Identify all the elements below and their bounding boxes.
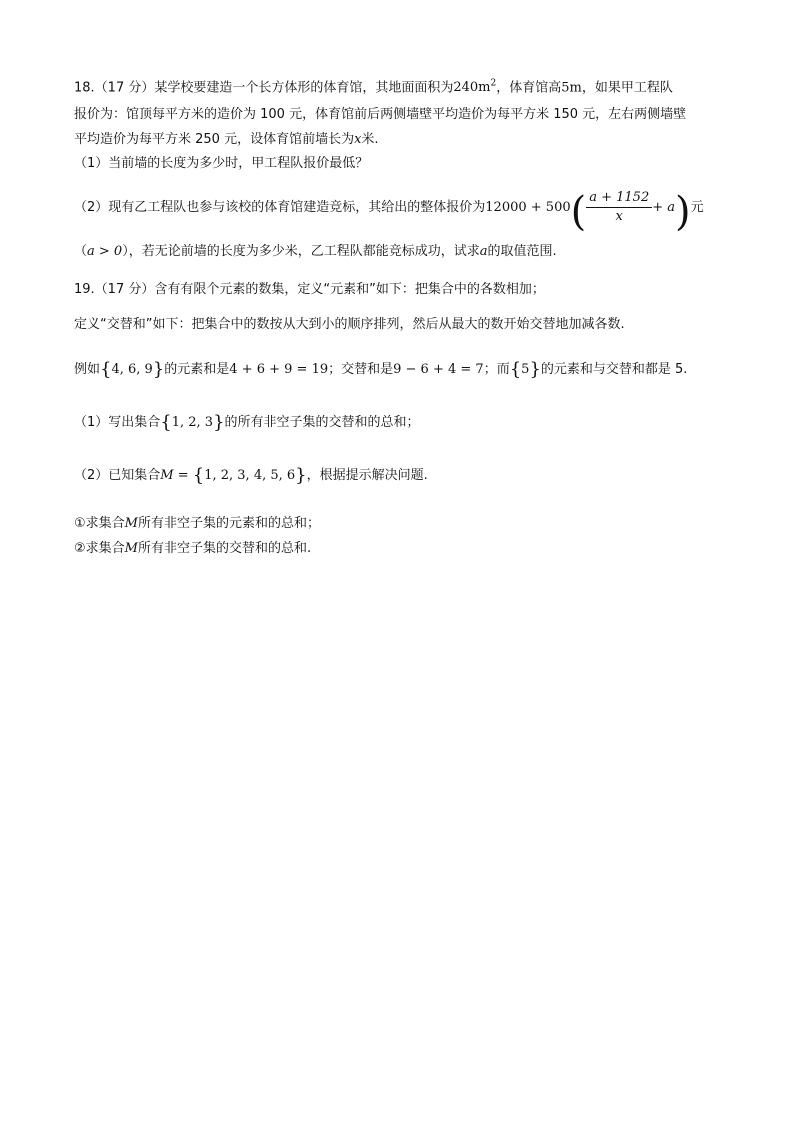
example-element-sum: 4 + 6 + 9 = 19 bbox=[229, 362, 329, 377]
area-value: $240m^2$ bbox=[453, 79, 497, 96]
fraction bbox=[586, 190, 652, 225]
q19-line-1: 19.（17 分）含有有限个元素的数集，定义“元素和”如下：把集合中的各数相加； bbox=[74, 282, 545, 297]
q19-subpart-1: ①求集合M所有非空子集的元素和的总和； bbox=[74, 516, 320, 531]
variable-x: x bbox=[354, 132, 362, 147]
set-m-name: M bbox=[160, 468, 174, 483]
example-alternating-sum: 9 − 6 + 4 = 7 bbox=[393, 362, 484, 377]
left-paren: ( bbox=[570, 189, 587, 235]
q19-line-2: 定义“交替和”如下：把集合中的数按从大到小的顺序排列，然后从最大的数开始交替地加减各数. bbox=[74, 317, 625, 332]
q18-condition: （a > 0），若无论前墙的长度为多少米，乙工程队都能竞标成功，试求a的取值范围. bbox=[74, 244, 557, 259]
fraction-numerator: a + 1152 bbox=[586, 190, 652, 208]
q18-line-3: 平均造价为每平方米 250 元，设体育馆前墙长为x米. bbox=[74, 132, 379, 147]
q18-intro-text: 18.（17 分）某学校要建造一个长方体形的体育馆，其地面面积为 bbox=[74, 80, 454, 96]
formula-tail: + a bbox=[652, 200, 675, 215]
example-set: 4, 6, 9 bbox=[111, 362, 153, 377]
q18-line-2: 报价为：馆顶每平方米的造价为 100 元，体育馆前后两侧墙壁平均造价为每平方米 150 元，左右两侧墙壁 bbox=[74, 107, 687, 122]
part1-set: 1, 2, 3 bbox=[171, 415, 214, 430]
fraction-denominator: x bbox=[615, 209, 623, 224]
variable-a: a bbox=[479, 244, 488, 259]
q18-part-1: （1）当前墙的长度为多少时，甲工程队报价最低？ bbox=[74, 156, 369, 171]
formula-lead: 12000 + 500 bbox=[485, 200, 571, 215]
q19-example: 例如{4, 6, 9}的元素和是4 + 6 + 9 = 19；交替和是9 − 6 + 4 = 7；而{5}的元素和与交替和都是 5. bbox=[74, 359, 688, 380]
q18-line-1: 18.（17 分）某学校要建造一个长方体形的体育馆，其地面面积为$240m^2$，体育馆高5m，如果甲工程队 bbox=[74, 79, 673, 96]
height-value: 5m bbox=[561, 80, 582, 96]
q19-part-1: （1）写出集合{1, 2, 3}的所有非空子集的交替和的总和； bbox=[74, 412, 420, 433]
example-set-2: 5 bbox=[521, 362, 530, 377]
set-m-elements: 1, 2, 3, 4, 5, 6 bbox=[204, 468, 296, 483]
q18-part-2: （2）现有乙工程队也参与该校的体育馆建造竞标，其给出的整体报价为12000 + 500( $\frac{a + 1152}{x}$ + a)元 bbox=[74, 189, 704, 235]
condition-a-positive: a > 0 bbox=[87, 244, 123, 259]
q19-part-2: （2）已知集合M = {1, 2, 3, 4, 5, 6}，根据提示解决问题. bbox=[74, 465, 428, 486]
right-paren: ) bbox=[675, 189, 691, 235]
q19-subpart-2: ②求集合M所有非空子集的交替和的总和. bbox=[74, 541, 312, 556]
